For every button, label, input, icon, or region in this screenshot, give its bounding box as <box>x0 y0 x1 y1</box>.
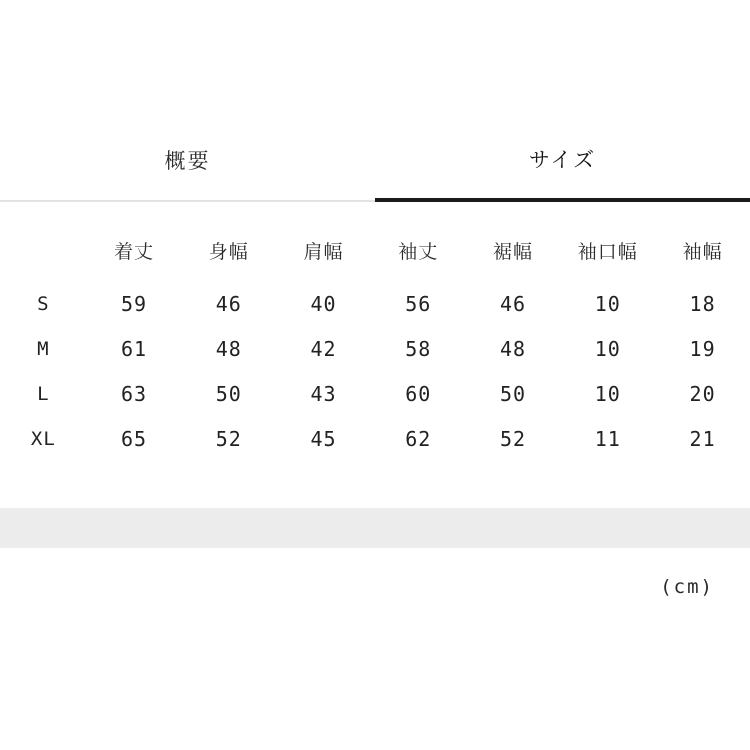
row-size-label: M <box>37 337 50 360</box>
tab-overview-label: 概要 <box>164 150 211 173</box>
cell-hem-width: 52 <box>500 426 527 451</box>
size-table-body <box>0 281 750 461</box>
cell-length: 65 <box>121 426 148 451</box>
column-header-size <box>0 228 87 281</box>
cell-shoulder-width: 43 <box>310 381 337 406</box>
column-header-sleeve-length: 袖丈 <box>398 242 439 263</box>
column-header-sleeve-width: 袖幅 <box>682 242 723 263</box>
cell-chest-width: 52 <box>215 426 242 451</box>
cell-length: 61 <box>121 336 148 361</box>
table-row <box>0 281 750 326</box>
table-row <box>0 371 750 416</box>
column-header-chest-width: 身幅 <box>208 242 249 263</box>
cell-sleeve-width: 18 <box>689 291 716 316</box>
unit-note: (cm) <box>660 576 714 598</box>
cell-cuff-width: 10 <box>594 291 621 316</box>
cell-length: 59 <box>121 291 148 316</box>
cell-cuff-width: 11 <box>594 426 621 451</box>
row-size-label: S <box>37 292 50 315</box>
tab-size-label: サイズ <box>528 149 597 172</box>
size-table <box>0 228 750 461</box>
cell-cuff-width: 10 <box>594 336 621 361</box>
cell-sleeve-length: 60 <box>405 381 432 406</box>
tab-size[interactable] <box>375 120 750 202</box>
cell-hem-width: 50 <box>500 381 527 406</box>
cell-shoulder-width: 45 <box>310 426 337 451</box>
cell-hem-width: 48 <box>500 336 527 361</box>
cell-hem-width: 46 <box>500 291 527 316</box>
cell-sleeve-width: 21 <box>689 426 716 451</box>
cell-chest-width: 48 <box>215 336 242 361</box>
column-header-cuff-width: 袖口幅 <box>577 242 638 263</box>
cell-chest-width: 50 <box>215 381 242 406</box>
section-divider-band <box>0 508 750 548</box>
table-row <box>0 416 750 461</box>
cell-chest-width: 46 <box>215 291 242 316</box>
tab-overview[interactable] <box>0 120 375 202</box>
column-header-hem-width: 裾幅 <box>493 242 534 263</box>
cell-cuff-width: 10 <box>594 381 621 406</box>
cell-sleeve-length: 58 <box>405 336 432 361</box>
cell-sleeve-length: 62 <box>405 426 432 451</box>
cell-length: 63 <box>121 381 148 406</box>
column-header-length: 着丈 <box>114 242 155 263</box>
size-table-header <box>0 228 750 281</box>
tab-bar <box>0 120 750 202</box>
cell-shoulder-width: 42 <box>310 336 337 361</box>
row-size-label: XL <box>30 427 56 450</box>
column-header-shoulder-width: 肩幅 <box>303 242 344 263</box>
cell-sleeve-width: 19 <box>689 336 716 361</box>
row-size-label: L <box>37 382 50 405</box>
table-row <box>0 326 750 371</box>
cell-shoulder-width: 40 <box>310 291 337 316</box>
cell-sleeve-width: 20 <box>689 381 716 406</box>
table-header-row <box>0 228 750 281</box>
cell-sleeve-length: 56 <box>405 291 432 316</box>
